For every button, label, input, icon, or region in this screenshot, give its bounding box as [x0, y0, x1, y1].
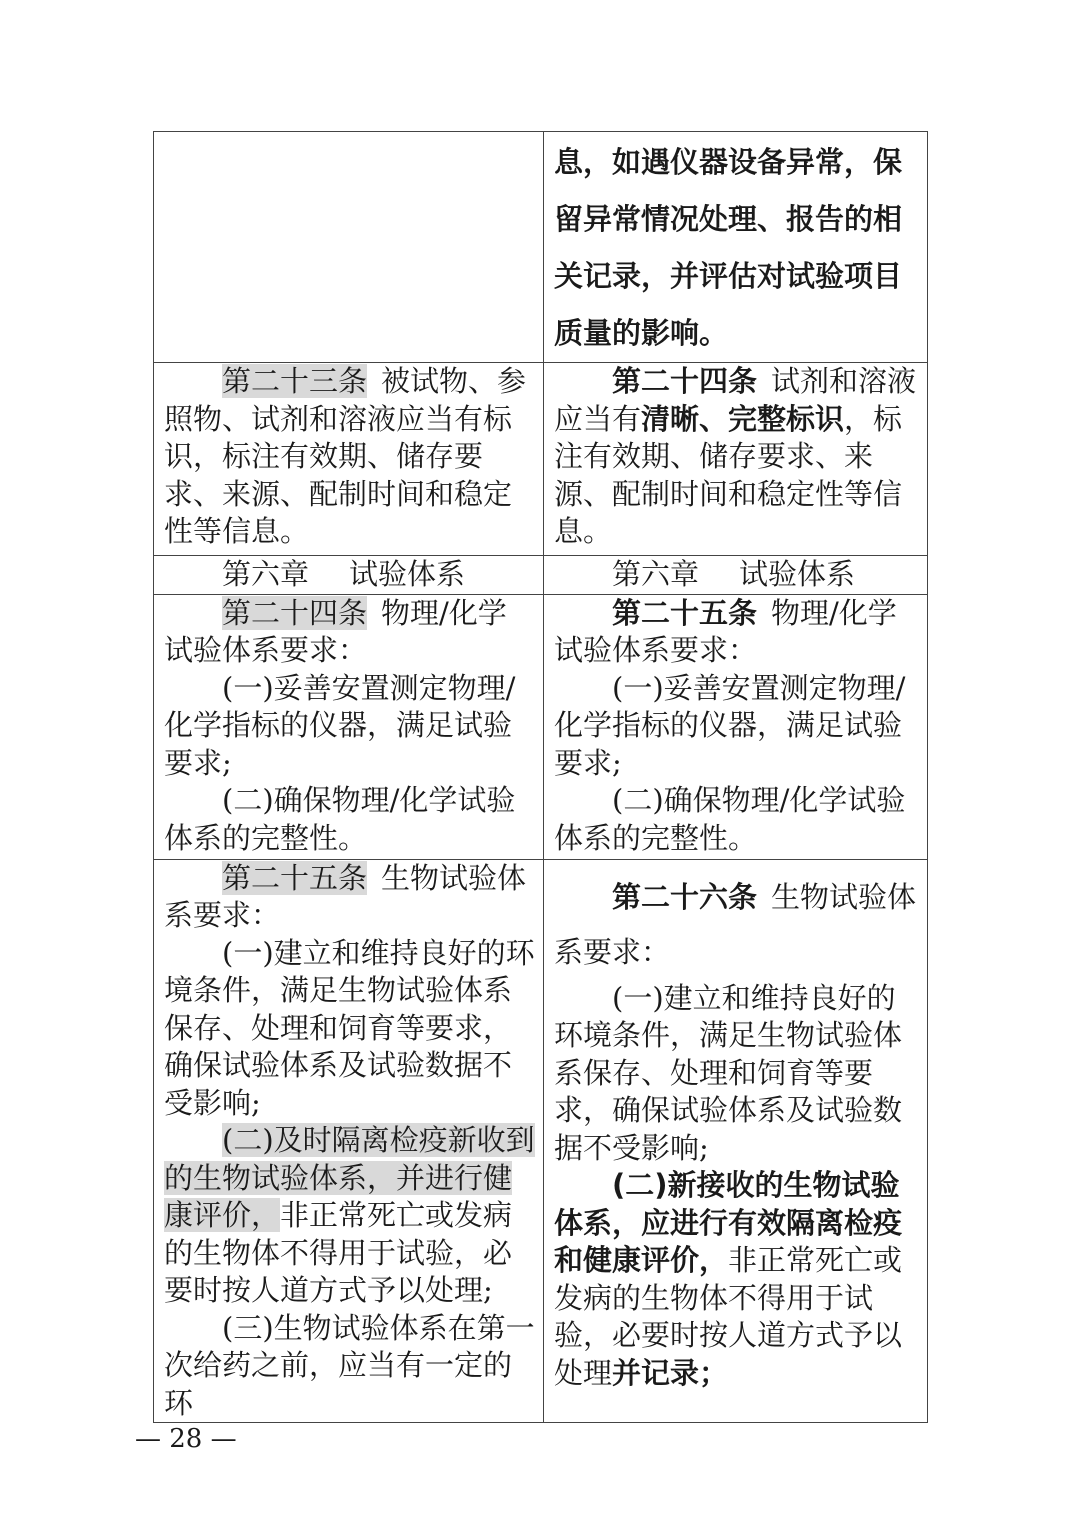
article-paragraph [554, 870, 919, 980]
article-text: 物理/化学试验体系要求： [554, 595, 897, 667]
article-item: (一)建立和维持良好的环境条件，满足生物试验体系保存、处理和饲育等要求，确保试验体系及试验数据不受影响; [554, 980, 903, 1165]
article-text: 生物试验体系要求： [164, 860, 527, 932]
article-text: ，标注有效期、储存要求、来源、配制时间和稳定性等信息。 [554, 401, 903, 548]
article-text-bold: 清晰、完整标识 [641, 401, 845, 436]
cell-old-article-23 [154, 363, 544, 556]
article-item: (三)生物试验体系在第一次给药之前，应当有一定的环 [164, 1310, 535, 1420]
article-item: (一)妥善安置测定物理/化学指标的仪器，满足试验要求; [164, 670, 516, 780]
article-paragraph [554, 363, 919, 551]
cell-new-article-26 [544, 859, 928, 1423]
article-item-text: 非正常死亡或发病的生物体不得用于试验，必要时按人道方式予以处理; [164, 1198, 513, 1307]
table-row [154, 363, 928, 556]
article-text: 物理/化学试验体系要求： [164, 595, 507, 667]
article-item-bold: (二)新接收的生物试验体系，应进行有效隔离检疫和健康评价， [554, 1168, 903, 1277]
article-item: (二)确保物理/化学试验体系的完整性。 [164, 783, 516, 855]
cell-old-article-25 [154, 859, 544, 1423]
article-number: 第二十四条 [222, 595, 368, 630]
table-row [154, 132, 928, 363]
article-item: (二)确保物理/化学试验体系的完整性。 [554, 783, 906, 855]
article-item: (一)建立和维持良好的环境条件，满足生物试验体系保存、处理和饲育等要求，确保试验体系及试验数据不受影响; [164, 935, 535, 1120]
cell-chapter-heading [154, 556, 544, 595]
chapter-title: 试验体系 [349, 557, 466, 591]
article-number: 第二十六条 [612, 879, 758, 914]
article-intro-block [554, 860, 919, 980]
chapter-number: 第六章 [612, 557, 700, 591]
article-paragraph [164, 363, 535, 551]
cell-continuation [544, 132, 928, 363]
article-paragraph [164, 860, 535, 935]
article-number: 第二十五条 [612, 595, 758, 630]
article-number: 第二十四条 [612, 364, 758, 398]
chapter-heading [554, 556, 919, 594]
continuation-text: 息，如遇仪器设备异常，保留异常情况处理、报告的相关记录，并评估对试验项目质量的影响。 [554, 145, 903, 350]
cell-new-article-25 [544, 594, 928, 859]
table-row [154, 859, 928, 1423]
comparison-table [153, 131, 928, 1423]
article-item: (一)妥善安置测定物理/化学指标的仪器，满足试验要求; [554, 670, 906, 780]
page-number: — 28 — [135, 1424, 237, 1454]
article-number: 第二十五条 [222, 860, 368, 895]
chapter-title: 试验体系 [739, 557, 856, 591]
chapter-heading [164, 556, 535, 594]
cell-old-article-24 [154, 594, 544, 859]
article-paragraph [554, 595, 919, 670]
article-number: 第二十三条 [222, 364, 368, 398]
article-text: 试剂和溶液应当有 [554, 364, 917, 436]
table-row [154, 594, 928, 859]
cell-new-article-24 [544, 363, 928, 556]
cell-chapter-heading [544, 556, 928, 595]
article-item [554, 1167, 919, 1392]
chapter-number: 第六章 [222, 557, 310, 591]
article-item [164, 1122, 535, 1310]
article-text: 被试物、参照物、试剂和溶液应当有标识，标注有效期、储存要求、来源、配制时间和稳定性等信息。 [164, 364, 527, 548]
article-item-text: 非正常死亡或发病的生物体不得用于试验，必要时按人道方式予以处理 [554, 1243, 903, 1390]
article-item-bold: 并记录； [612, 1355, 729, 1390]
cell-empty [154, 132, 544, 363]
article-item-highlight: (二)及时隔离检疫新收到的生物试验体系，并进行健康评价， [164, 1123, 535, 1232]
table-row [154, 556, 928, 595]
article-text: 生物试验体系要求： [554, 879, 917, 969]
article-paragraph [164, 595, 535, 670]
